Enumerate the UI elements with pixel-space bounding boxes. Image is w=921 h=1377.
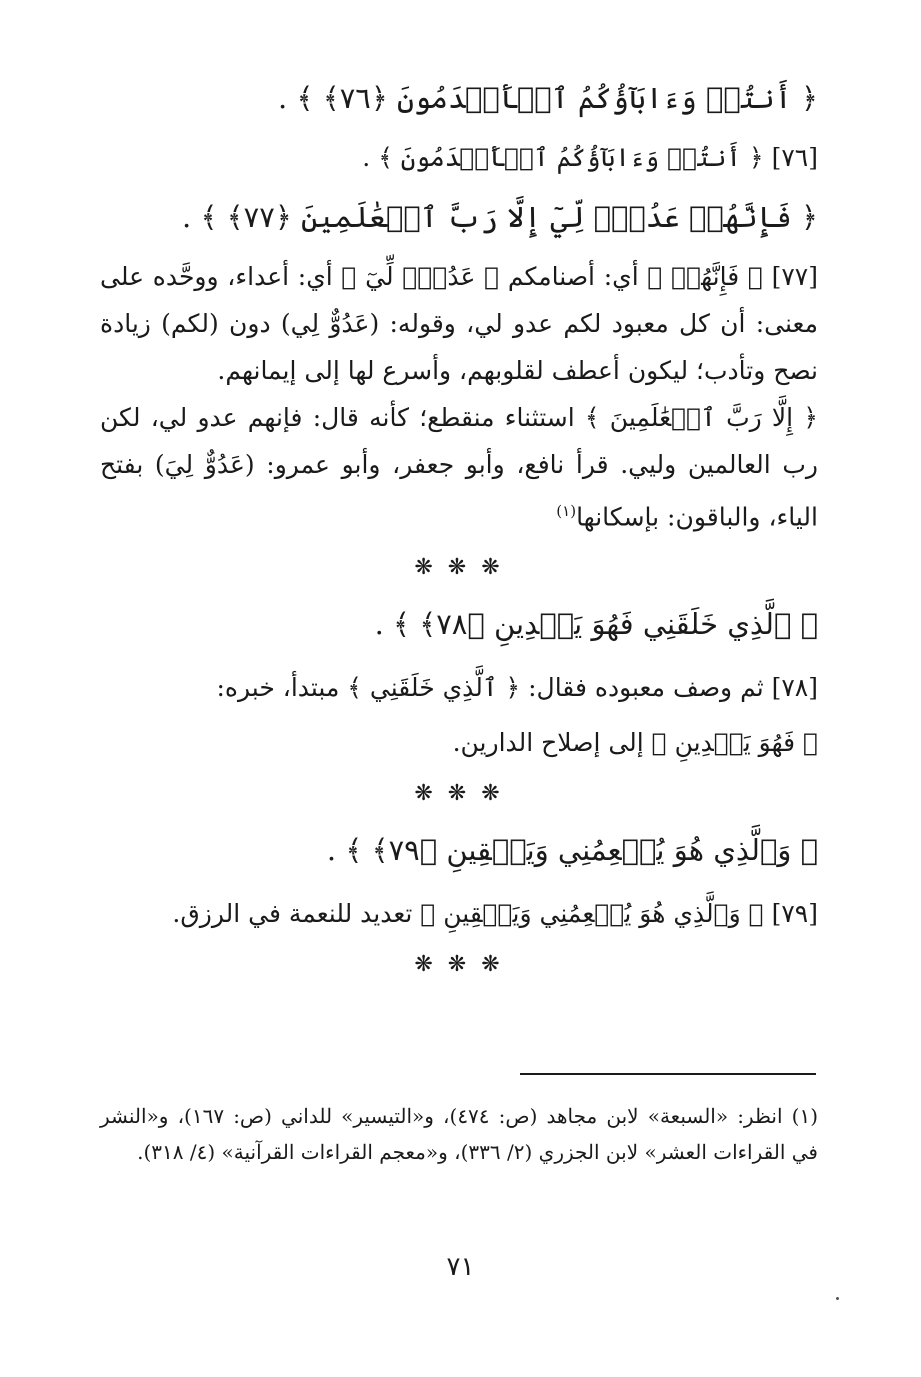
commentary-79: [٧٩] ﴿ وَٱلَّذِي هُوَ يُطۡعِمُنِي وَيَسۡقِينِ ﴾ تعديد للنعمة في الرزق. bbox=[172, 899, 818, 929]
footnote-separator bbox=[520, 1073, 816, 1075]
footnote-reference: (١) bbox=[556, 502, 577, 520]
section-divider: ❋ ❋ ❋ bbox=[414, 781, 504, 807]
quran-verse-77: ﴿ فَإِنَّهُمۡ عَدُوّٞ لِّيٓ إِلَّا رَبَّ ٱلۡعَٰلَمِينَ ﴿٧٧﴾ ﴾ . bbox=[182, 200, 818, 234]
section-divider: ❋ ❋ ❋ bbox=[414, 555, 504, 581]
section-divider: ❋ ❋ ❋ bbox=[414, 952, 504, 978]
footnote-1: (١) انظر: «السبعة» لابن مجاهد (ص: ٤٧٤)، و«التيسير» للداني (ص: ١٦٧)، و«النشر في القراءات العشر» لابن الجزري (٢/ ٣٣٦)، و«معجم القراءات القرآنية» (٤/ ٣١٨). bbox=[100, 1104, 818, 1164]
commentary-77: [٧٧] ﴿ فَإِنَّهُمۡ ﴾ أي: أصنامكم ﴿ عَدُوّٞ لِّيٓ ﴾ أي: أعداء، ووحَّده على معنى: أن كل معبود لكم عدو لي، وقوله: (عَدُوٌّ لِي) دون (لكم) زيادة نصح وتأدب؛ ليكون أعطف لقلوبهم، وأسرع لها إلى إيمانهم. bbox=[100, 262, 818, 385]
commentary-77-exception bbox=[100, 394, 818, 540]
scan-speck bbox=[836, 1297, 839, 1300]
footnotes bbox=[100, 1098, 818, 1170]
quran-verse-79: ﴿ وَٱلَّذِي هُوَ يُطۡعِمُنِي وَيَسۡقِينِ ﴿٧٩﴾ ﴾ . bbox=[326, 833, 818, 868]
page-number: ٧١ bbox=[446, 1252, 475, 1282]
commentary-76: [٧٦] ﴿ أَنتُمۡ وَءَابَآؤُكُمُ ٱلۡأَقۡدَمُونَ ﴾ . bbox=[362, 143, 818, 172]
commentary-78-continued: ﴿ فَهُوَ يَهۡدِينِ ﴾ إلى إصلاح الدارين. bbox=[452, 728, 818, 758]
quran-verse-78: ﴿ ٱلَّذِي خَلَقَنِي فَهُوَ يَهۡدِينِ ﴿٧٨﴾ ﴾ . bbox=[374, 607, 818, 642]
commentary-78: [٧٨] ثم وصف معبوده فقال: ﴿ ٱلَّذِي خَلَقَنِي ﴾ مبتدأ، خبره: bbox=[216, 673, 818, 703]
quran-verse-76: ﴿ أَنتُمۡ وَءَابَآؤُكُمُ ٱلۡأَقۡدَمُونَ ﴿٧٦﴾ ﴾ . bbox=[278, 81, 818, 115]
page-body bbox=[100, 70, 818, 985]
commentary-77-exception-text: ﴿ إِلَّا رَبَّ ٱلۡعَٰلَمِينَ ﴾ استثناء منقطع؛ كأنه قال: فإنهم عدو لي، لكن رب العالمين وليي. قرأ نافع، وأبو جعفر، وأبو عمرو: (عَدُوٌّ لِيَ) بفتح الياء، والباقون: بإسكانها bbox=[100, 403, 819, 532]
